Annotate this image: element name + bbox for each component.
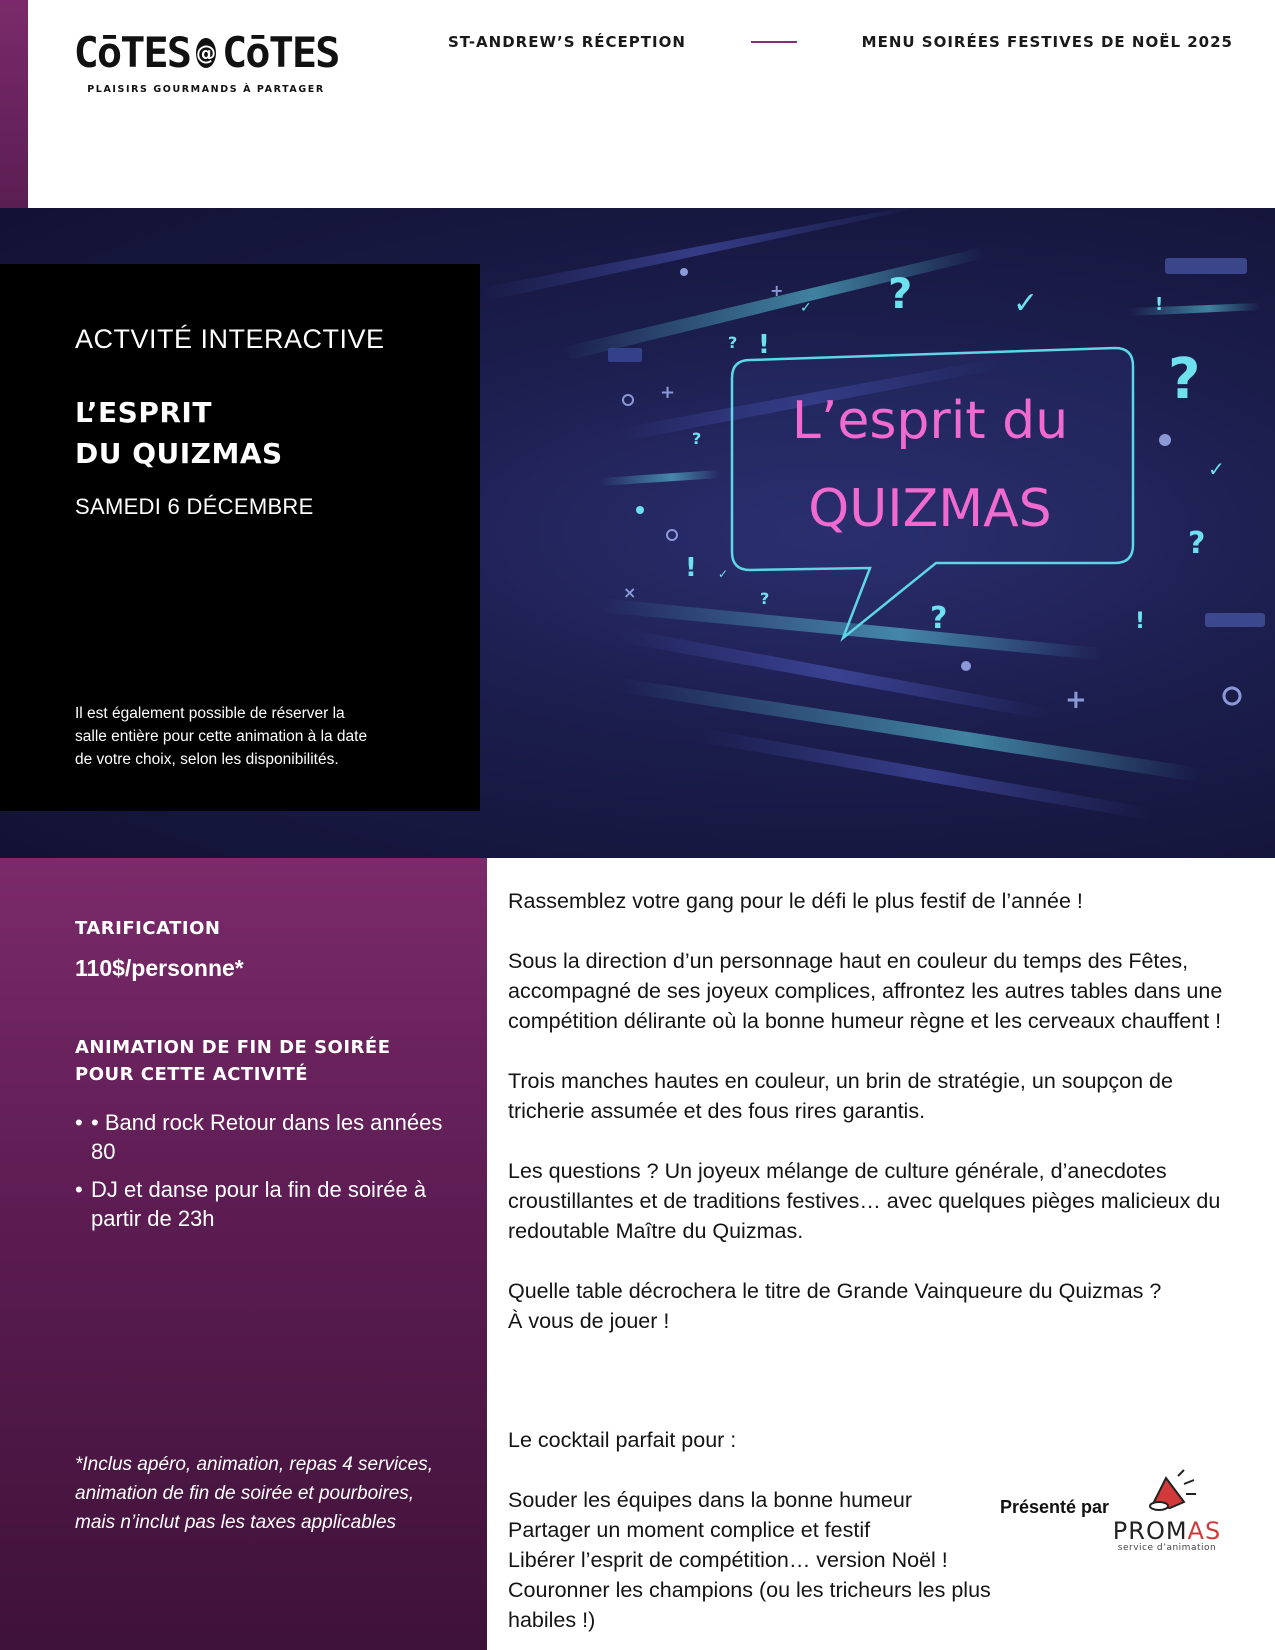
svg-text:✓: ✓ [718, 567, 729, 581]
promas-wordmark-a: PROM [1112, 1517, 1188, 1545]
promas-tagline: service d’animation [1117, 1543, 1217, 1553]
list-item: Partager un moment complice et festif [508, 1518, 871, 1542]
presented-by-label: Présenté par [1000, 1497, 1110, 1517]
activity-eyebrow: ACTVITÉ INTERACTIVE [75, 324, 385, 354]
private-booking-note: Il est également possible de réserver la salle entière pour cette animation à la date de votre choix, selon les disponibilités. [75, 705, 368, 768]
logo-at-icon: @ [196, 38, 216, 68]
animation-label-line-1: ANIMATION DE FIN DE SOIRÉE [75, 1037, 391, 1058]
animation-option: DJ et danse pour la fin de soirée à partir de 23h [91, 1177, 427, 1231]
svg-text:?: ? [760, 589, 770, 608]
bullet-icon: • [75, 1177, 83, 1202]
svg-text:?: ? [728, 333, 738, 352]
megaphone-icon [1122, 1468, 1212, 1512]
header-divider [751, 41, 797, 43]
bubble-line-1: L’esprit du [791, 391, 1069, 451]
title-line-1: L’ESPRIT [75, 396, 212, 429]
svg-text:!: ! [1155, 294, 1164, 315]
activity-date: SAMEDI 6 DÉCEMBRE [75, 494, 314, 519]
venue-name: ST-ANDREW’S RÉCEPTION [448, 33, 686, 51]
svg-text:?: ? [888, 269, 913, 318]
cotes-a-cotes-logo [73, 28, 339, 95]
promas-wordmark [1112, 1519, 1222, 1543]
svg-text:✓: ✓ [1208, 457, 1225, 481]
menu-title: MENU SOIRÉES FESTIVES DE NOËL 2025 [861, 33, 1233, 51]
pricing-label: TARIFICATION [75, 918, 221, 939]
list-item: Souder les équipes dans la bonne humeur [508, 1488, 913, 1512]
animation-option: • Band rock Retour dans les années 80 [91, 1110, 443, 1164]
svg-text:+: + [770, 281, 784, 300]
logo-wordmark [73, 28, 339, 77]
promas-wordmark-b: AS [1187, 1517, 1222, 1545]
promas-logo [1112, 1468, 1222, 1553]
list-item: Libérer l’esprit de compétition… version Noël ! [508, 1548, 948, 1572]
description-paragraph: Rassemblez votre gang pour le défi le plus festif de l’année ! [508, 889, 1083, 913]
side-accent-strip [0, 0, 28, 208]
svg-text:✓: ✓ [800, 300, 812, 316]
svg-text:?: ? [1188, 526, 1206, 561]
description-paragraph: Les questions ? Un joyeux mélange de culture générale, d’anecdotes croustillantes et de traditions festives… avec quelques pièges malicieux du redoutable Maître du Quizmas. [508, 1159, 1221, 1243]
svg-text:!: ! [685, 553, 697, 583]
activity-info-panel [0, 264, 480, 811]
svg-text:✓: ✓ [1013, 286, 1039, 321]
cocktail-section [508, 1425, 1028, 1635]
svg-text:!: ! [758, 330, 770, 360]
description-paragraph: Trois manches hautes en couleur, un brin de stratégie, un soupçon de tricherie assumée et des fous rires garantis. [508, 1069, 1173, 1123]
header-bar [448, 33, 1233, 51]
list-item [75, 1175, 455, 1233]
description-call-to-action: À vous de jouer ! [508, 1309, 670, 1333]
speech-bubble [732, 348, 1133, 638]
cocktail-heading: Le cocktail parfait pour : [508, 1428, 737, 1452]
description-paragraph: Sous la direction d’un personnage haut en couleur du temps des Fêtes, accompagné de ses joyeux complices, affrontez les autres tables dans une compétition délirante où la bonne humeur règne et les cerveaux chauffent ! [508, 949, 1223, 1033]
description-question: Quelle table décrochera le titre de Grande Vainqueure du Quizmas ? [508, 1279, 1162, 1303]
bullet-icon: • [75, 1110, 83, 1135]
pricing-panel [0, 858, 487, 1650]
list-item [75, 1108, 455, 1166]
logo-left: CōTES [73, 28, 190, 77]
title-line-2: DU QUIZMAS [75, 437, 283, 470]
svg-text:+: + [1065, 685, 1087, 715]
pricing-footnote: *Inclus apéro, animation, repas 4 services, animation de fin de soirée et pourboires, mais n’inclut pas les taxes applicables [75, 1454, 434, 1533]
svg-text:?: ? [692, 429, 702, 448]
bubble-line-2: QUIZMAS [808, 479, 1052, 539]
svg-text:!: ! [1135, 609, 1146, 634]
svg-text:×: × [623, 583, 637, 602]
activity-title [75, 392, 283, 474]
logo-tagline: PLAISIRS GOURMANDS À PARTAGER [87, 84, 325, 95]
svg-text:?: ? [1168, 347, 1201, 412]
price-per-person: 110$/personne* [75, 955, 244, 981]
animation-options-list [75, 1108, 455, 1242]
svg-text:+: + [660, 382, 676, 403]
activity-description [508, 886, 1228, 1336]
animation-label-line-2: POUR CETTE ACTIVITÉ [75, 1064, 309, 1085]
logo-right: CōTES [222, 28, 339, 77]
svg-text:?: ? [930, 601, 948, 636]
animation-label [75, 1034, 391, 1088]
list-item: Couronner les champions (ou les tricheurs les plus habiles !) [508, 1578, 991, 1632]
